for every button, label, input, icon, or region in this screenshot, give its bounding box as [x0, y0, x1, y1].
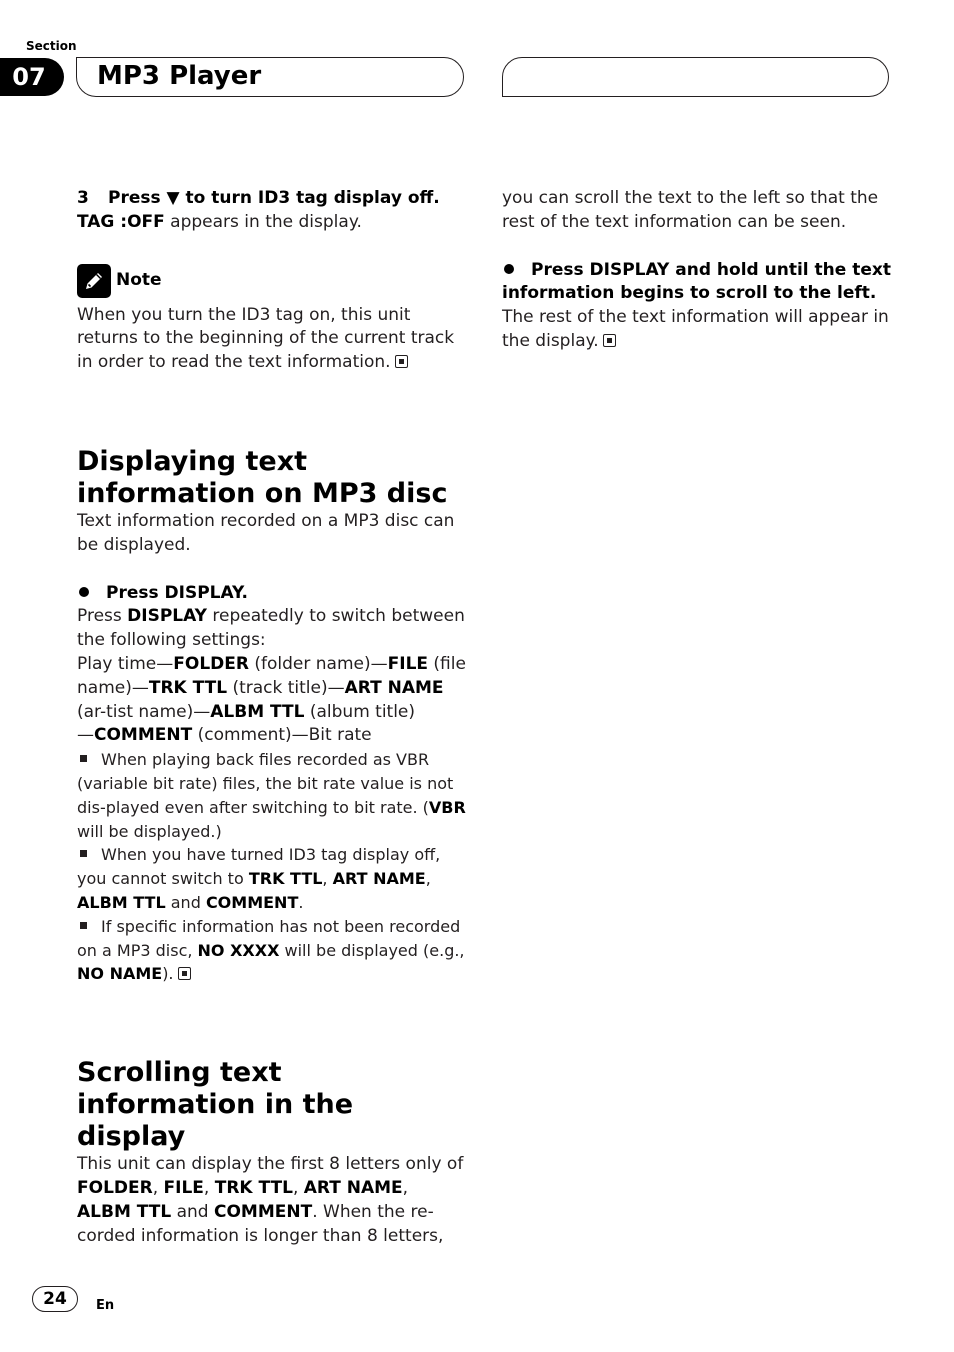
left-column — [77, 187, 469, 1248]
heading-displaying-text: Displaying text information on MP3 disc — [77, 445, 448, 509]
chapter-title: MP3 Player — [97, 61, 262, 91]
scroll-intro: This unit can display the first 8 letters only of FOLDER, FILE, TRK TTL, ART NAME, ALBM TTL and COMMENT. When the re-corded information is longer than 8 letters, — [77, 1154, 464, 1246]
square-bullet-icon — [80, 755, 87, 762]
down-arrow-icon: ▼ — [166, 188, 180, 208]
bullet-icon — [504, 264, 514, 274]
page-number: 24 — [32, 1286, 78, 1312]
end-mark-icon — [178, 967, 191, 980]
right-header-frame — [502, 57, 889, 97]
scroll-continued: you can scroll the text to the left so that the rest of the text information can be seen. — [502, 188, 879, 232]
vbr-note: When playing back files recorded as VBR (variable bit rate) files, the bit rate value is not dis-played even after switching to bit rate. (VBR will be displayed.) — [77, 750, 466, 841]
heading-scrolling-text: Scrolling text information in the display — [77, 1057, 354, 1153]
step-3-result: TAG :OFF appears in the display. — [77, 211, 362, 232]
scroll-result: The rest of the text information will appear in the display. — [502, 307, 889, 351]
right-column — [502, 187, 894, 354]
press-display-desc: Press DISPLAY repeatedly to switch between the following settings: — [77, 606, 465, 651]
pencil-note-icon — [77, 264, 111, 298]
square-bullet-icon — [80, 850, 87, 857]
end-mark-icon — [603, 334, 616, 347]
press-display-step: Press DISPLAY. — [77, 582, 469, 606]
id3-off-note: When you have turned ID3 tag display off, you cannot switch to TRK TTL, ART NAME, ALBM TTL and COMMENT. — [77, 845, 441, 912]
section-label: Section — [26, 39, 77, 53]
display-intro: Text information recorded on a MP3 disc can be displayed. — [77, 510, 455, 555]
end-mark-icon — [395, 355, 408, 368]
step-3: 3 Press ▼ to turn ID3 tag display off. — [77, 188, 440, 208]
press-hold-display-step: Press DISPLAY and hold until the text information begins to scroll to the left. — [502, 259, 891, 304]
section-number-tab: 07 — [0, 58, 64, 96]
language-code: En — [96, 1298, 115, 1313]
note-heading: Note — [77, 264, 469, 298]
no-info-note: If specific information has not been recorded on a MP3 disc, NO XXXX will be displayed (e.g., NO NAME). — [77, 916, 465, 984]
note-text: When you turn the ID3 tag on, this unit returns to the beginning of the current track in order to read the text information. — [77, 304, 455, 373]
display-settings-sequence: Play time—FOLDER (folder name)—FILE (file name)—TRK TTL (track title)—ART NAME (ar-tist name)—ALBM TTL (album title) —COMMENT (comment)—Bit rate — [77, 653, 466, 746]
bullet-icon — [79, 587, 89, 597]
square-bullet-icon — [80, 922, 87, 929]
